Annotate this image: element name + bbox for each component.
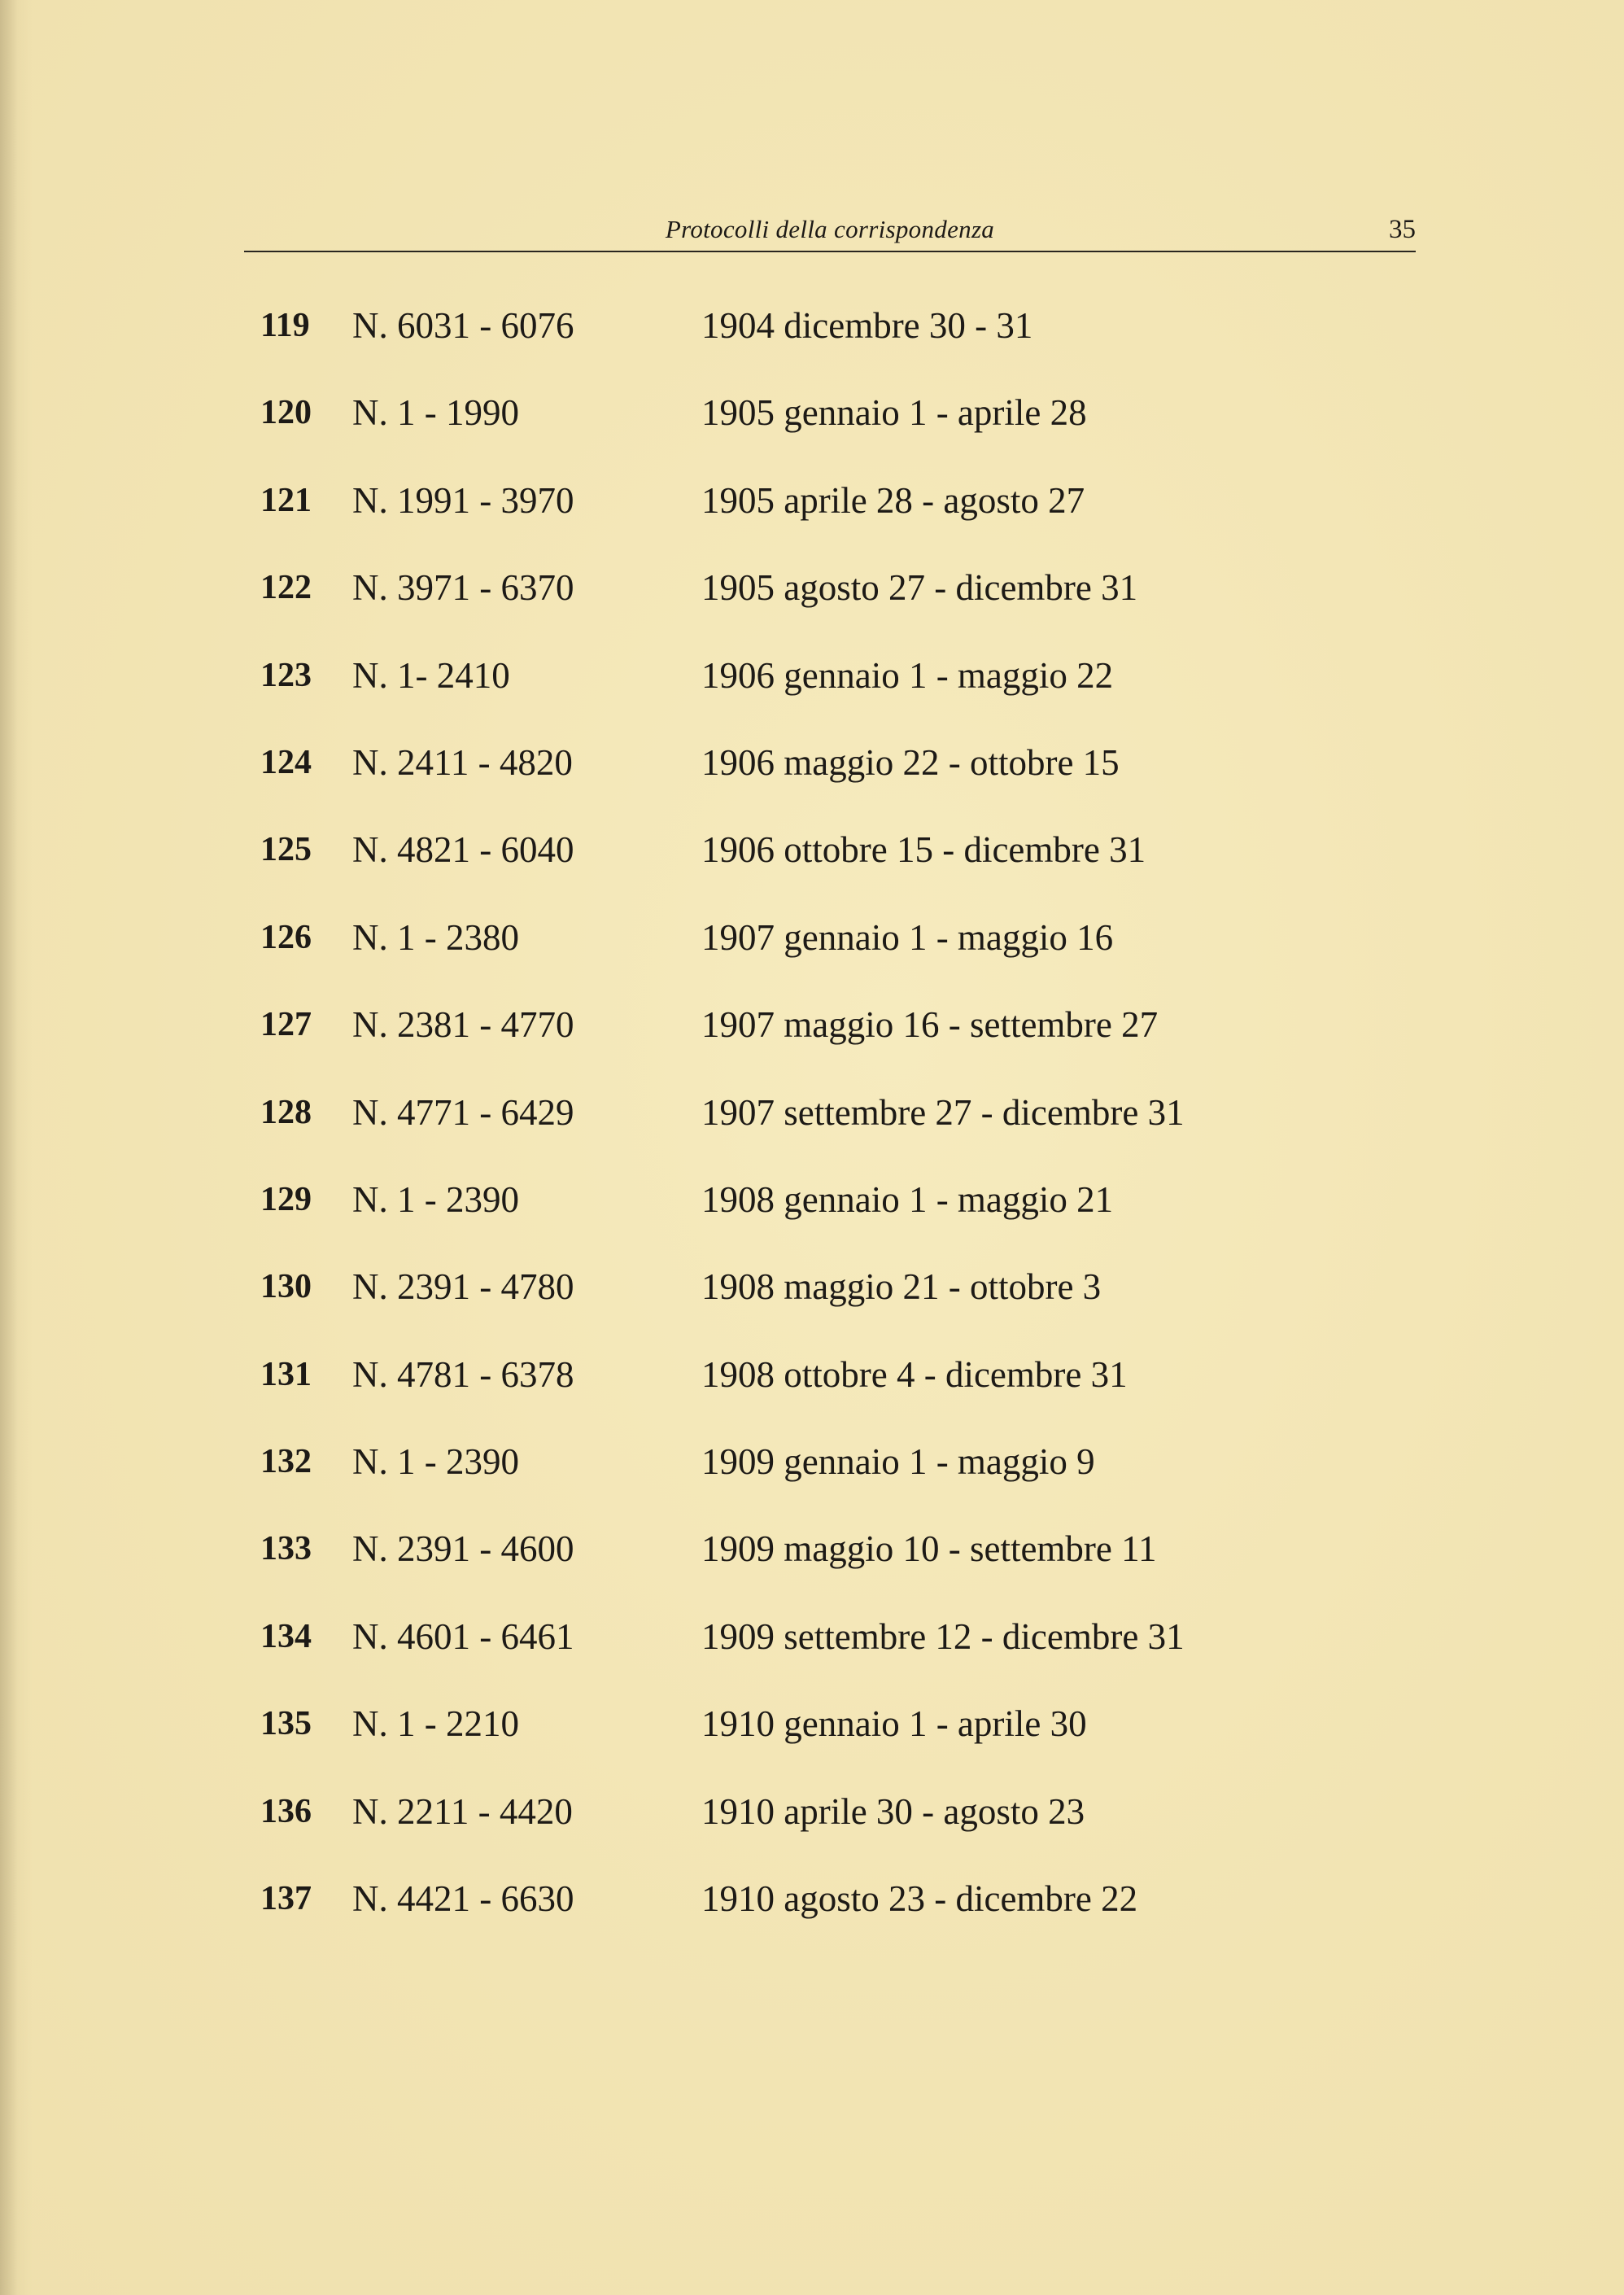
protocol-range: N. 6031 - 6076 bbox=[352, 305, 574, 346]
volume-number: 122 bbox=[260, 569, 312, 607]
date-range: 1908 maggio 21 - ottobre 3 bbox=[701, 1266, 1102, 1308]
date-range: 1905 agosto 27 - dicembre 31 bbox=[701, 567, 1138, 609]
page-binding-edge bbox=[0, 0, 18, 2295]
protocol-range: N. 2391 - 4780 bbox=[352, 1266, 574, 1308]
entry-row bbox=[244, 738, 1416, 825]
volume-number: 130 bbox=[260, 1268, 312, 1306]
date-range: 1909 maggio 10 - settembre 11 bbox=[701, 1528, 1157, 1570]
protocol-range: N. 1 - 2390 bbox=[352, 1441, 519, 1483]
volume-number: 134 bbox=[260, 1617, 312, 1655]
running-head bbox=[244, 210, 1416, 251]
date-range: 1906 gennaio 1 - maggio 22 bbox=[701, 654, 1114, 696]
date-range: 1905 gennaio 1 - aprile 28 bbox=[701, 392, 1087, 434]
entry-row bbox=[244, 1874, 1416, 1961]
entry-row bbox=[244, 1699, 1416, 1786]
entry-row bbox=[244, 825, 1416, 912]
volume-number: 131 bbox=[260, 1355, 312, 1393]
volume-number: 120 bbox=[260, 394, 312, 432]
date-range: 1907 settembre 27 - dicembre 31 bbox=[701, 1091, 1185, 1133]
volume-number: 121 bbox=[260, 481, 312, 519]
protocol-range: N. 4421 - 6630 bbox=[352, 1878, 574, 1920]
volume-number: 119 bbox=[260, 307, 310, 344]
protocol-range: N. 1 - 2210 bbox=[352, 1703, 519, 1745]
entry-row bbox=[244, 913, 1416, 1000]
page-number: 35 bbox=[1389, 215, 1416, 244]
volume-number: 135 bbox=[260, 1705, 312, 1743]
protocol-range: N. 4781 - 6378 bbox=[352, 1353, 574, 1395]
entry-row bbox=[244, 1612, 1416, 1699]
date-range: 1905 aprile 28 - agosto 27 bbox=[701, 479, 1085, 521]
entry-row bbox=[244, 476, 1416, 563]
volume-number: 136 bbox=[260, 1792, 312, 1830]
protocol-range: N. 1 - 1990 bbox=[352, 392, 519, 434]
entry-row bbox=[244, 651, 1416, 738]
volume-number: 137 bbox=[260, 1880, 312, 1918]
date-range: 1909 settembre 12 - dicembre 31 bbox=[701, 1615, 1185, 1657]
date-range: 1906 ottobre 15 - dicembre 31 bbox=[701, 829, 1146, 871]
date-range: 1910 aprile 30 - agosto 23 bbox=[701, 1790, 1085, 1832]
entry-row bbox=[244, 1350, 1416, 1437]
entry-row bbox=[244, 563, 1416, 650]
volume-number: 133 bbox=[260, 1530, 312, 1568]
protocol-range: N. 1991 - 3970 bbox=[352, 479, 574, 521]
entry-row bbox=[244, 1524, 1416, 1611]
entry-row bbox=[244, 301, 1416, 388]
entry-row bbox=[244, 1437, 1416, 1524]
entry-row bbox=[244, 1088, 1416, 1175]
volume-number: 125 bbox=[260, 831, 312, 869]
protocol-range: N. 2381 - 4770 bbox=[352, 1004, 574, 1046]
entry-row bbox=[244, 1787, 1416, 1874]
protocol-range: N. 3971 - 6370 bbox=[352, 567, 574, 609]
volume-number: 124 bbox=[260, 743, 312, 781]
protocol-range: N. 2411 - 4820 bbox=[352, 741, 573, 783]
date-range: 1910 gennaio 1 - aprile 30 bbox=[701, 1703, 1087, 1745]
volume-number: 126 bbox=[260, 918, 312, 956]
protocol-range: N. 4821 - 6040 bbox=[352, 829, 574, 871]
protocol-range: N. 1- 2410 bbox=[352, 654, 510, 696]
protocol-range: N. 2391 - 4600 bbox=[352, 1528, 574, 1570]
volume-number: 129 bbox=[260, 1180, 312, 1218]
protocol-range: N. 1 - 2380 bbox=[352, 916, 519, 958]
date-range: 1908 gennaio 1 - maggio 21 bbox=[701, 1178, 1114, 1220]
entry-row bbox=[244, 1175, 1416, 1262]
running-title: Protocolli della corrispondenza bbox=[665, 215, 995, 243]
date-range: 1908 ottobre 4 - dicembre 31 bbox=[701, 1353, 1128, 1395]
protocol-range: N. 2211 - 4420 bbox=[352, 1790, 573, 1832]
date-range: 1906 maggio 22 - ottobre 15 bbox=[701, 741, 1120, 783]
date-range: 1909 gennaio 1 - maggio 9 bbox=[701, 1441, 1095, 1483]
protocol-range: N. 1 - 2390 bbox=[352, 1178, 519, 1220]
date-range: 1910 agosto 23 - dicembre 22 bbox=[701, 1878, 1138, 1920]
volume-number: 127 bbox=[260, 1006, 312, 1044]
volume-number: 128 bbox=[260, 1093, 312, 1131]
volume-number: 123 bbox=[260, 656, 312, 694]
entry-row bbox=[244, 388, 1416, 475]
header-rule bbox=[244, 251, 1416, 252]
protocol-range: N. 4601 - 6461 bbox=[352, 1615, 574, 1657]
date-range: 1904 dicembre 30 - 31 bbox=[701, 305, 1033, 346]
date-range: 1907 gennaio 1 - maggio 16 bbox=[701, 916, 1114, 958]
protocol-range: N. 4771 - 6429 bbox=[352, 1091, 574, 1133]
entry-row bbox=[244, 1000, 1416, 1087]
entry-list bbox=[244, 301, 1416, 1961]
entry-row bbox=[244, 1262, 1416, 1349]
volume-number: 132 bbox=[260, 1443, 312, 1481]
date-range: 1907 maggio 16 - settembre 27 bbox=[701, 1004, 1159, 1046]
